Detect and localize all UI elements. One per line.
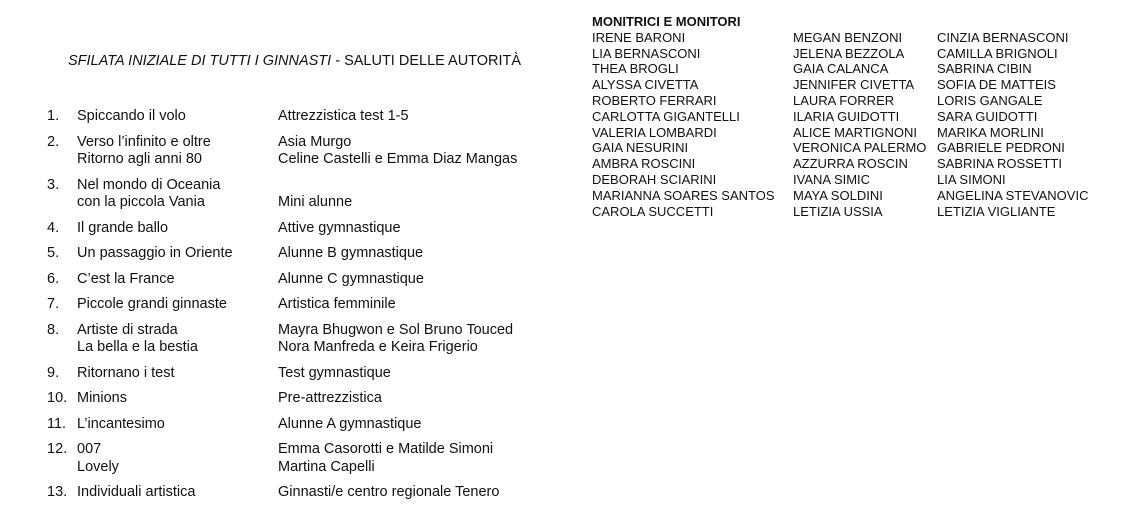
- program-item: [47, 296, 567, 314]
- program-item-performers: [278, 365, 567, 383]
- program-item-performer: Asia Murgo: [278, 133, 352, 150]
- monitor-name: ANGELINA STEVANOVIC: [937, 187, 1089, 203]
- program-item-performers: [278, 322, 567, 357]
- program-item-performers: [278, 108, 567, 126]
- program-item-number: 2.: [47, 133, 60, 150]
- program-item: [47, 484, 567, 502]
- monitor-name: GAIA NESURINI: [592, 140, 689, 156]
- monitor-name: SABRINA ROSSETTI: [937, 156, 1062, 172]
- program-item-performer: Test gymnastique: [278, 364, 391, 381]
- monitor-name: CINZIA BERNASCONI: [937, 29, 1069, 45]
- monitor-name: MARIKA MORLINI: [937, 124, 1044, 140]
- monitor-name: DEBORAH SCIARINI: [592, 171, 717, 187]
- monitor-name: VERONICA PALERMO: [793, 140, 927, 156]
- program-item-performer: Attive gymnastique: [278, 219, 401, 236]
- monitor-name: SOFIA DE MATTEIS: [937, 77, 1056, 93]
- program-item: [47, 441, 567, 476]
- monitor-name: SARA GUIDOTTI: [937, 108, 1038, 124]
- program-item-performers: [278, 441, 567, 476]
- program-item-title: con la piccola Vania: [77, 194, 205, 210]
- program-item-performers: [278, 484, 567, 502]
- program-item-title: Verso l’infinito e oltre: [77, 133, 211, 150]
- monitor-name: ALYSSA CIVETTA: [592, 77, 699, 93]
- monitor-name: IRENE BARONI: [592, 29, 686, 45]
- monitor-name: CAROLA SUCCETTI: [592, 203, 714, 219]
- program-item: [47, 177, 567, 212]
- program-item-performer: Nora Manfreda e Keira Frigerio: [278, 339, 478, 355]
- program-item-performers: [278, 220, 567, 238]
- program-item-number: 11.: [47, 415, 67, 432]
- program-item: [47, 134, 567, 169]
- program-item-titles: [77, 322, 278, 357]
- program-item-titles: [77, 220, 278, 238]
- program-item: [47, 220, 567, 238]
- program-item: [47, 390, 567, 408]
- monitor-name: MEGAN BENZONI: [793, 29, 903, 45]
- program-item-title: Nel mondo di Oceania: [77, 176, 221, 193]
- program-item-number: 1.: [47, 108, 60, 124]
- program-item-titles: [77, 108, 278, 126]
- monitor-name: AMBRA ROSCINI: [592, 156, 696, 172]
- monitor-name: IVANA SIMIC: [793, 171, 871, 187]
- program-item-performers: [278, 296, 567, 314]
- program-item-performers: [278, 416, 567, 434]
- program-item-number: 3.: [47, 176, 60, 193]
- program-item-title: C’est la France: [77, 270, 175, 287]
- program-item-performer: Alunne A gymnastique: [278, 415, 422, 432]
- program-item: [47, 322, 567, 357]
- program-item-performer: Alunne B gymnastique: [278, 245, 424, 261]
- program-item-titles: [77, 296, 278, 314]
- program-item-titles: [77, 416, 278, 434]
- program-item-performer: Martina Capelli: [278, 458, 375, 475]
- monitor-name: GABRIELE PEDRONI: [937, 140, 1065, 156]
- program-item-number: 10.: [47, 390, 68, 406]
- program-item-titles: [77, 484, 278, 502]
- program-item-title: Individuali artistica: [77, 484, 196, 500]
- program-item-titles: [77, 177, 278, 212]
- program-item-titles: [77, 134, 278, 169]
- monitor-name: GAIA CALANCA: [793, 61, 889, 77]
- program-item-title: 007: [77, 441, 102, 457]
- program-item-title: Spiccando il volo: [77, 108, 186, 124]
- program-item-performers: [278, 194, 567, 212]
- program-item-titles: [77, 245, 278, 263]
- monitor-name: THEA BROGLI: [592, 61, 679, 77]
- program-item-number: 9.: [47, 364, 60, 381]
- program-item-performers: [278, 245, 567, 263]
- program-item-title: Piccole grandi ginnaste: [77, 296, 227, 312]
- program-item-titles: [77, 390, 278, 408]
- program-item-title: Il grande ballo: [77, 219, 169, 236]
- monitor-name: MAYA SOLDINI: [793, 187, 883, 203]
- program-item-performer: Artistica femminile: [278, 296, 396, 312]
- program-item-title: L’incantesimo: [77, 415, 165, 432]
- monitor-name: CAMILLA BRIGNOLI: [937, 45, 1058, 61]
- program-item-performer: Alunne C gymnastique: [278, 270, 424, 287]
- monitor-name: LETIZIA USSIA: [793, 203, 883, 219]
- title-rest-part: - SALUTI DELLE AUTORITÀ: [331, 53, 522, 69]
- program-item-titles: [77, 271, 278, 289]
- monitor-name: VALERIA LOMBARDI: [592, 124, 717, 140]
- program-item-performer: Attrezzistica test 1-5: [278, 108, 409, 124]
- monitor-name: JENNIFER CIVETTA: [793, 77, 915, 93]
- program-item-number: 6.: [47, 270, 60, 287]
- program-item: [47, 416, 567, 434]
- program-item-title: Lovely: [77, 458, 119, 475]
- monitor-name: SABRINA CIBIN: [937, 61, 1032, 77]
- title-italic-part: SFILATA INIZIALE DI TUTTI I GINNASTI: [68, 53, 332, 69]
- monitor-name: LETIZIA VIGLIANTE: [937, 203, 1056, 219]
- program-item-title: Ritornano i test: [77, 364, 175, 381]
- monitor-name: LAURA FORRER: [793, 92, 895, 108]
- monitors-section: [592, 14, 1132, 219]
- program-item-performer: Ginnasti/e centro regionale Tenero: [278, 484, 500, 500]
- monitor-name: LIA SIMONI: [937, 171, 1006, 187]
- program-item-title: Minions: [77, 390, 127, 406]
- monitor-name: LORIS GANGALE: [937, 92, 1043, 108]
- program-item-number: 5.: [47, 245, 60, 261]
- monitors-heading: MONITRICI E MONITORI: [592, 14, 741, 29]
- monitor-name: ALICE MARTIGNONI: [793, 124, 918, 140]
- program-item-number: 13.: [47, 484, 68, 500]
- program-item-title: Artiste di strada: [77, 321, 178, 338]
- program-item-title: Un passaggio in Oriente: [77, 245, 233, 261]
- monitors-grid: [592, 30, 1132, 220]
- monitor-name: ILARIA GUIDOTTI: [793, 108, 900, 124]
- program-item-performers: [278, 134, 567, 169]
- monitor-name: JELENA BEZZOLA: [793, 45, 905, 61]
- program-item-number: 12.: [47, 441, 68, 457]
- program-item-performer: Emma Casorotti e Matilde Simoni: [278, 441, 494, 457]
- program-item: [47, 365, 567, 383]
- monitor-name: MARIANNA SOARES SANTOS: [592, 187, 775, 203]
- monitor-name: AZZURRA ROSCIN: [793, 156, 908, 172]
- program-item-title: Ritorno agli anni 80: [77, 151, 202, 167]
- program-item-performer: Celine Castelli e Emma Diaz Mangas: [278, 151, 518, 167]
- program-item: [47, 108, 567, 126]
- program-item-titles: [77, 365, 278, 383]
- program-item: [47, 245, 567, 263]
- program-item-title: La bella e la bestia: [77, 339, 198, 355]
- program-item-performer: Mini alunne: [278, 194, 353, 210]
- monitor-name: CARLOTTA GIGANTELLI: [592, 108, 740, 124]
- monitor-name: LIA BERNASCONI: [592, 45, 701, 61]
- program-item: [47, 271, 567, 289]
- program-list: [47, 108, 567, 510]
- program-item-number: 8.: [47, 321, 60, 338]
- program-item-performer: Mayra Bhugwon e Sol Bruno Touced: [278, 321, 514, 338]
- program-item-number: 4.: [47, 219, 60, 236]
- program-title: [68, 53, 521, 69]
- program-item-performer: Pre-attrezzistica: [278, 390, 382, 406]
- program-item-performers: [278, 271, 567, 289]
- monitor-name: ROBERTO FERRARI: [592, 92, 717, 108]
- program-item-performers: [278, 390, 567, 408]
- program-item-number: 7.: [47, 296, 60, 312]
- program-item-titles: [77, 441, 278, 476]
